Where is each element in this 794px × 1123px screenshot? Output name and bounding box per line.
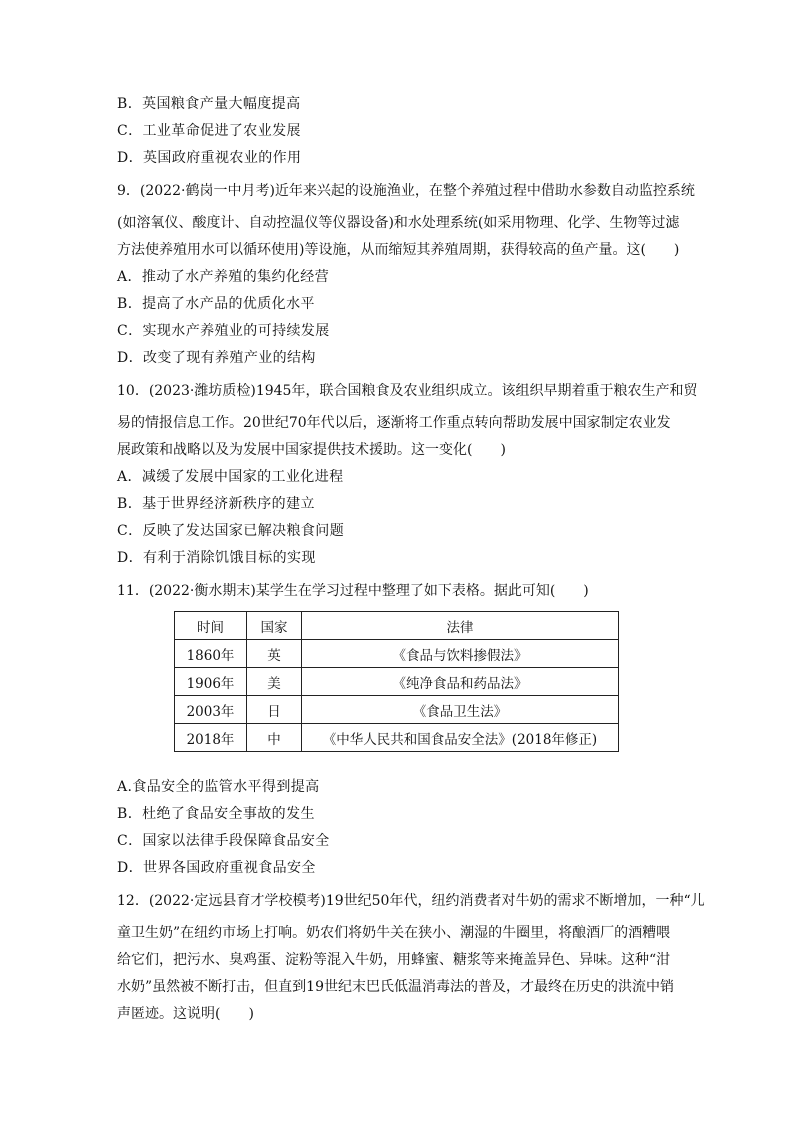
q12-stem-line-3: 给它们，把污水、臭鸡蛋、淀粉等混入牛奶，用蜂蜜、糖浆等来掩盖异色、异味。这种“泔 xyxy=(117,952,671,968)
table-row xyxy=(175,640,619,668)
q10-stem-line-2: 易的情报信息工作。20世纪70年代以后，逐渐将工作重点转向帮助发展中国家制定农业发 xyxy=(117,415,671,431)
q9-stem-line-1: 9．(2022·鹤岗一中月考)近年来兴起的设施渔业，在整个养殖过程中借助水参数自动监控系统 xyxy=(117,183,695,199)
table-header-law: 法律 xyxy=(302,612,619,640)
q9-option-a: A．推动了水产养殖的集约化经营 xyxy=(117,269,330,285)
q11-option-c: C．国家以法律手段保障食品安全 xyxy=(117,833,330,849)
q11-option-a: A.食品安全的监管水平得到提高 xyxy=(117,779,320,795)
table-row xyxy=(175,668,619,696)
q8-option-c: C．工业革命促进了农业发展 xyxy=(117,123,301,139)
q9-option-b: B．提高了水产品的优质化水平 xyxy=(117,296,315,312)
table-cell-year: 2003年 xyxy=(175,696,247,724)
q10-option-a: A．减缓了发展中国家的工业化进程 xyxy=(117,469,344,485)
table-cell-law: 《中华人民共和国食品安全法》(2018年修正) xyxy=(302,724,619,752)
q11-option-b: B．杜绝了食品安全事故的发生 xyxy=(117,806,315,822)
q9-stem-line-3: 方法使养殖用水可以循环使用)等设施，从而缩短其养殖周期，获得较高的鱼产量。这( ) xyxy=(117,242,680,258)
q9-option-c: C．实现水产养殖业的可持续发展 xyxy=(117,323,330,339)
q12-stem-line-5: 声匿迹。这说明( ) xyxy=(117,1006,254,1022)
q10-stem-line-1: 10．(2023·潍坊质检)1945年，联合国粮食及农业组织成立。该组织早期着重于粮农生产和贸 xyxy=(117,383,698,399)
q11-option-d: D．世界各国政府重视食品安全 xyxy=(117,860,316,876)
q12-stem-line-4: 水奶”虽然被不断打击，但直到19世纪末巴氏低温消毒法的普及，才最终在历史的洪流中销 xyxy=(117,979,674,995)
q8-option-b: B．英国粮食产量大幅度提高 xyxy=(117,96,301,112)
q12-stem-line-1: 12．(2022·定远县育才学校模考)19世纪50年代，纽约消费者对牛奶的需求不断增加，一种“儿 xyxy=(117,893,705,909)
table-row xyxy=(175,696,619,724)
table-row xyxy=(175,724,619,752)
table-header-time: 时间 xyxy=(175,612,247,640)
table-cell-law: 《纯净食品和药品法》 xyxy=(302,668,619,696)
table-cell-year: 1906年 xyxy=(175,668,247,696)
q9-option-d: D．改变了现有养殖产业的结构 xyxy=(117,350,316,366)
table-cell-country: 中 xyxy=(247,724,302,752)
law-table xyxy=(174,611,619,752)
table-cell-year: 1860年 xyxy=(175,640,247,668)
table-cell-law: 《食品与饮料掺假法》 xyxy=(302,640,619,668)
table-header-row xyxy=(175,612,619,640)
q10-option-b: B．基于世界经济新秩序的建立 xyxy=(117,496,315,512)
table-cell-country: 日 xyxy=(247,696,302,724)
table-cell-country: 英 xyxy=(247,640,302,668)
q8-option-d: D．英国政府重视农业的作用 xyxy=(117,150,302,166)
q10-option-c: C．反映了发达国家已解决粮食问题 xyxy=(117,523,345,539)
table-cell-year: 2018年 xyxy=(175,724,247,752)
q10-stem-line-3: 展政策和战略以及为发展中国家提供技术援助。这一变化( ) xyxy=(117,442,506,458)
q12-stem-line-2: 童卫生奶”在纽约市场上打响。奶农们将奶牛关在狭小、潮湿的牛圈里，将酿酒厂的酒糟喂 xyxy=(117,925,671,941)
q10-option-d: D．有利于消除饥饿目标的实现 xyxy=(117,550,316,566)
table-header-country: 国家 xyxy=(247,612,302,640)
table-cell-law: 《食品卫生法》 xyxy=(302,696,619,724)
table-cell-country: 美 xyxy=(247,668,302,696)
q11-stem: 11．(2022·衡水期末)某学生在学习过程中整理了如下表格。据此可知( ) xyxy=(117,583,589,599)
q9-stem-line-2: (如溶氧仪、酸度计、自动控温仪等仪器设备)和水处理系统(如采用物理、化学、生物等过滤 xyxy=(117,215,680,231)
